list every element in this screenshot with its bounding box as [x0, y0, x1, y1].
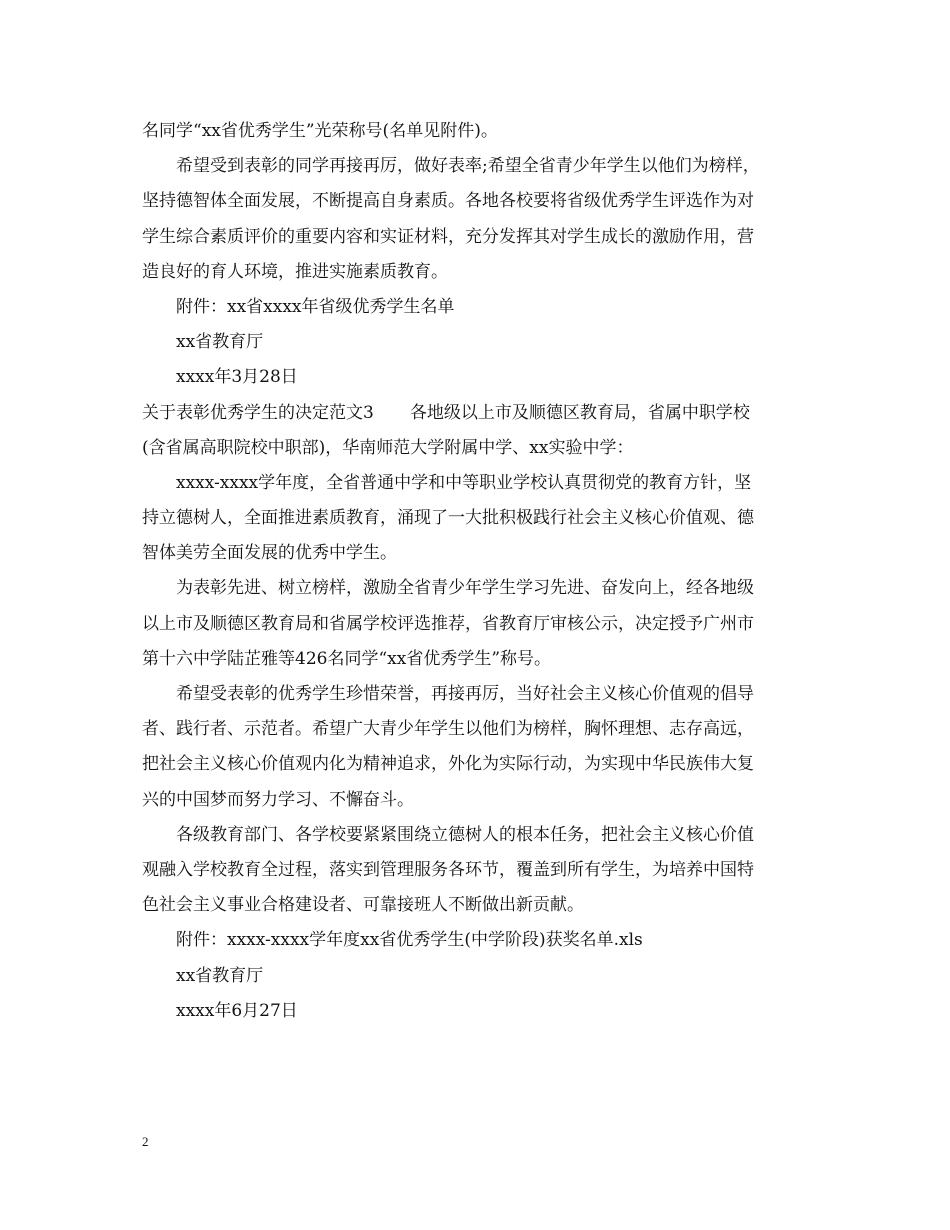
- text-line: 学生综合素质评价的重要内容和实证材料，充分发挥其对学生成长的激励作用，营: [142, 226, 754, 247]
- addressees: 各地级以上市及顺德区教育局，省属中职学校: [409, 402, 750, 423]
- document-body: [142, 114, 814, 1029]
- text-line: 希望受到表彰的同学再接再厉，做好表率;希望全省青少年学生以他们为榜样，: [176, 156, 760, 177]
- text-line: (含省属高职院校中职部)，华南师范大学附属中学、xx实验中学：: [142, 437, 634, 458]
- text-line: 希望受表彰的优秀学生珍惜荣誉，再接再厉，当好社会主义核心价值观的倡导: [176, 684, 754, 704]
- section-heading: 关于表彰优秀学生的决定范文3: [142, 402, 374, 423]
- text-line: 者、践行者、示范者。希望广大青少年学生以他们为榜样，胸怀理想、志存高远，: [142, 719, 754, 740]
- text-line: 色社会主义事业合格建设者、可靠接班人不断做出新贡献。: [142, 895, 584, 916]
- text-line: 智体美劳全面发展的优秀中学生。: [142, 543, 397, 564]
- text-line: 第十六中学陆芷雅等426名同学“xx省优秀学生”称号。: [142, 648, 552, 669]
- attachment-line: 附件：xx省xxxx年省级优秀学生名单: [176, 296, 455, 317]
- attachment-line: 附件：xxxx-xxxx学年度xx省优秀学生(中学阶段)获奖名单.xls: [176, 930, 643, 951]
- text-line: 坚持德智体全面发展，不断提高自身素质。各地各校要将省级优秀学生评选作为对: [142, 191, 754, 212]
- text-line: 各级教育部门、各学校要紧紧围绕立德树人的根本任务，把社会主义核心价值: [176, 824, 754, 845]
- text-line: 名同学“xx省优秀学生”光荣称号(名单见附件)。: [142, 121, 498, 141]
- signature-issuer: xx省教育厅: [176, 965, 264, 986]
- text-line: xxxx-xxxx学年度，全省普通中学和中等职业学校认真贯彻党的教育方针，坚: [176, 472, 752, 493]
- section-heading-line: [142, 396, 814, 431]
- signature-date: xxxx年6月27日: [176, 1000, 298, 1021]
- text-line: 持立德树人，全面推进素质教育，涌现了一大批积极践行社会主义核心价值观、德: [142, 508, 754, 529]
- page-number: 2: [142, 1134, 149, 1149]
- text-line: 观融入学校教育全过程，落实到管理服务各环节，覆盖到所有学生，为培养中国特: [142, 859, 754, 880]
- text-line: 以上市及顺德区教育局和省属学校评选推荐，省教育厅审核公示，决定授予广州市: [142, 613, 754, 634]
- signature-date: xxxx年3月28日: [176, 367, 298, 388]
- signature-issuer: xx省教育厅: [176, 332, 264, 353]
- text-line: 把社会主义核心价值观内化为精神追求，外化为实际行动，为实现中华民族伟大复: [142, 754, 754, 775]
- text-line: 造良好的育人环境，推进实施素质教育。: [142, 261, 448, 282]
- text-line: 为表彰先进、树立榜样，激励全省青少年学生学习先进、奋发向上，经各地级: [176, 578, 754, 599]
- text-line: 兴的中国梦而努力学习、不懈奋斗。: [142, 789, 414, 810]
